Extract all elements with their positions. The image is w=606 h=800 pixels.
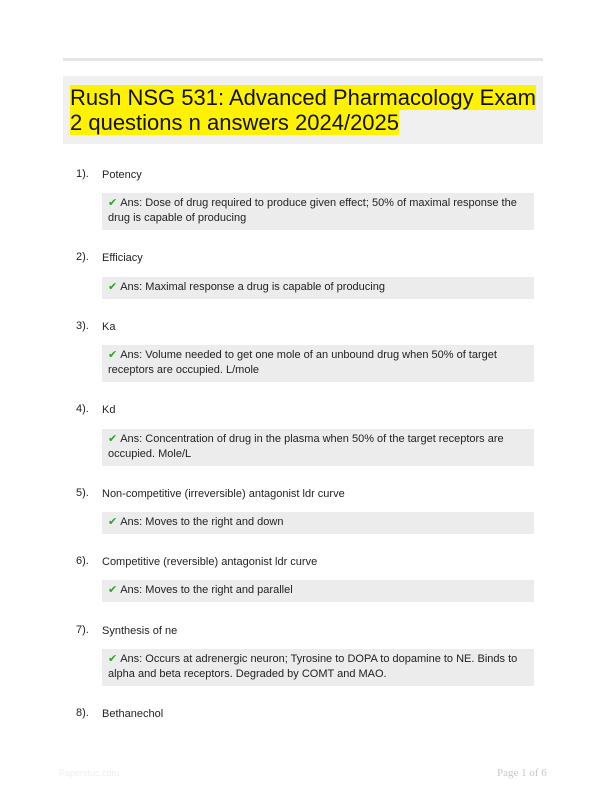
question-number: 6). — [76, 555, 89, 567]
answer-text: Ans: Volume needed to get one mole of an unbound drug when 50% of target receptors are occupied. L/mole — [108, 349, 497, 376]
checkmark-icon: ✔ — [108, 584, 118, 596]
question-number: 3). — [76, 320, 89, 332]
question-text: Kd — [102, 404, 116, 416]
page-title: Rush NSG 531: Advanced Pharmacology Exam 2 questions n answers 2024/2025 — [70, 85, 536, 135]
answer-box — [102, 193, 534, 230]
answer-box — [102, 580, 534, 602]
question-text: Non-competitive (irreversible) antagonist ldr curve — [102, 488, 345, 500]
checkmark-icon: ✔ — [108, 349, 118, 361]
question-number: 2). — [76, 251, 89, 263]
top-divider — [63, 58, 543, 61]
question-text: Efficiacy — [102, 252, 143, 264]
answer-box — [102, 345, 534, 382]
question-number: 4). — [76, 403, 89, 415]
checkmark-icon: ✔ — [108, 281, 118, 293]
answer-text: Ans: Moves to the right and parallel — [120, 584, 293, 596]
question-number: 5). — [76, 487, 89, 499]
answer-box — [102, 512, 534, 534]
question-text: Competitive (reversible) antagonist ldr curve — [102, 556, 318, 568]
question-text: Potency — [102, 169, 142, 181]
checkmark-icon: ✔ — [108, 197, 118, 209]
answer-text: Ans: Concentration of drug in the plasma when 50% of the target receptors are occupied. Mole/L — [108, 433, 504, 460]
answer-text: Ans: Maximal response a drug is capable of producing — [120, 281, 385, 293]
answer-text: Ans: Dose of drug required to produce given effect; 50% of maximal response the drug is capable of producing — [108, 197, 517, 224]
answer-text: Ans: Moves to the right and down — [120, 516, 284, 528]
checkmark-icon: ✔ — [108, 516, 118, 528]
footer-watermark: Paperstuc.com — [59, 768, 120, 778]
question-number: 7). — [76, 624, 89, 636]
checkmark-icon: ✔ — [108, 653, 118, 665]
question-text: Ka — [102, 321, 116, 333]
question-text: Synthesis of ne — [102, 625, 178, 637]
answer-box — [102, 649, 534, 686]
page-number: Page 1 of 6 — [497, 767, 547, 779]
answer-text: Ans: Occurs at adrenergic neuron; Tyrosine to DOPA to dopamine to NE. Binds to alpha and beta receptors. Degraded by COMT and MAO. — [108, 653, 518, 680]
checkmark-icon: ✔ — [108, 433, 118, 445]
question-number: 8). — [76, 707, 89, 719]
answer-box — [102, 277, 534, 299]
answer-box — [102, 429, 534, 466]
question-number: 1). — [76, 168, 89, 180]
question-text: Bethanechol — [102, 708, 164, 720]
